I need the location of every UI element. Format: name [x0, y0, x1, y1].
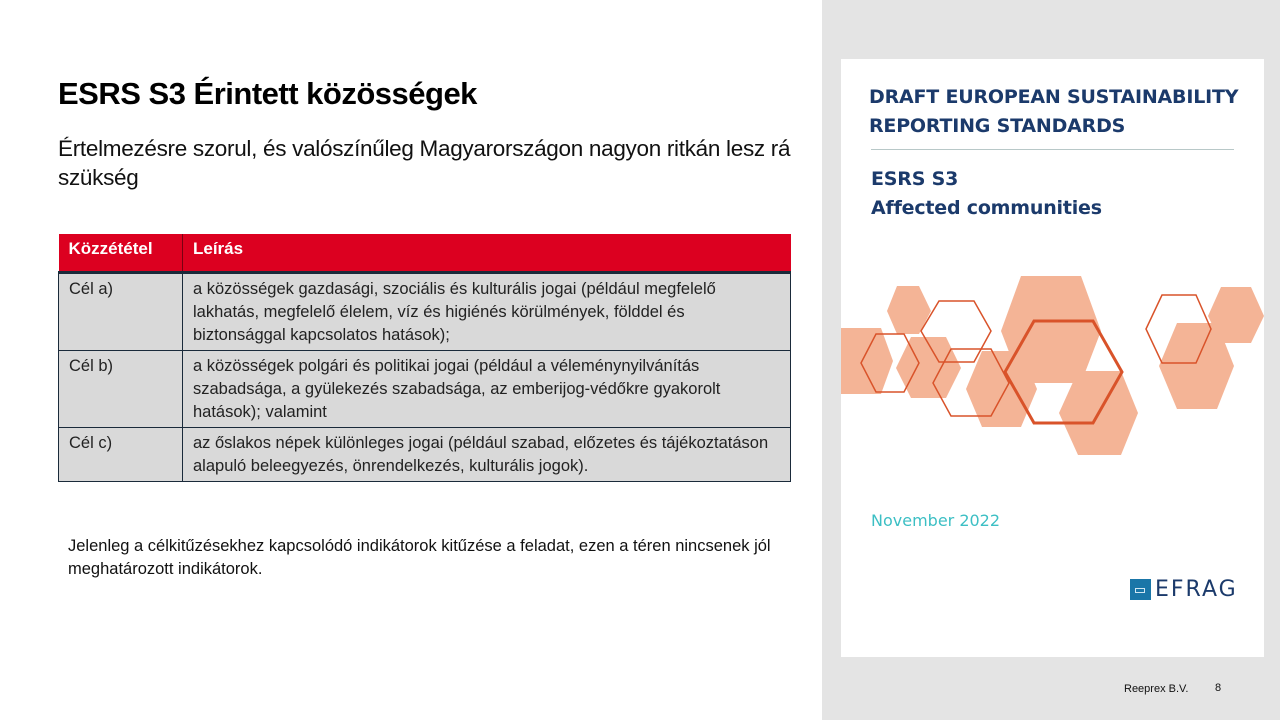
table-header-row: [59, 234, 791, 272]
slide-subtitle: Értelmezésre szorul, és valószínűleg Magyarországon nagyon ritkán lesz rá szükség: [58, 136, 791, 190]
row-description: a közösségek gazdasági, szociális és kulturális jogai (például megfelelő lakhatás, megfelelő élelem, víz és higiénés körülmények, földdel és biztonsággal kapcsolatos hatások);: [183, 272, 791, 350]
cover-standard: [871, 165, 1102, 223]
efrag-logo-icon: [1130, 579, 1151, 600]
cover-divider: [871, 149, 1234, 150]
footer-company: Reeprex B.V.: [1124, 683, 1189, 695]
table-row: [59, 272, 791, 350]
page-number: 8: [1215, 682, 1222, 694]
column-header-description: Leírás: [183, 234, 791, 272]
row-description: az őslakos népek különleges jogai (például szabad, előzetes és tájékoztatáson alapuló beleegyezés, önrendelkezés, kulturális jogok).: [183, 427, 791, 481]
column-header-disclosure: Közzététel: [59, 234, 183, 272]
hexagon-pattern-icon: [841, 271, 1264, 481]
cover-panel: [822, 0, 1280, 720]
row-code: Cél b): [59, 350, 183, 427]
efrag-logo-text: EFRAG: [1155, 577, 1238, 602]
table-row: [59, 427, 791, 481]
disclosure-table: [58, 234, 791, 482]
cover-heading-line2: REPORTING STANDARDS: [869, 115, 1126, 137]
standard-code: ESRS S3: [871, 168, 959, 190]
cover-heading: [869, 83, 1239, 141]
standard-name: Affected communities: [871, 197, 1102, 219]
table-row: [59, 350, 791, 427]
report-cover-image: [841, 59, 1264, 657]
row-code: Cél a): [59, 272, 183, 350]
slide-title: ESRS S3 Érintett közösségek: [58, 76, 477, 111]
cover-date: November 2022: [871, 511, 1001, 530]
row-code: Cél c): [59, 427, 183, 481]
row-description: a közösségek polgári és politikai jogai (például a véleménynyilvánítás szabadsága, a gyülekezés szabadsága, az emberijog-védőkre gyakorolt hatások); valamint: [183, 350, 791, 427]
cover-heading-line1: DRAFT EUROPEAN SUSTAINABILITY: [869, 86, 1239, 108]
indicator-note: Jelenleg a célkitűzésekhez kapcsolódó indikátorok kitűzése a feladat, ezen a téren nincsenek jól meghatározott indikátorok.: [68, 537, 771, 578]
efrag-logo: [1130, 577, 1238, 602]
